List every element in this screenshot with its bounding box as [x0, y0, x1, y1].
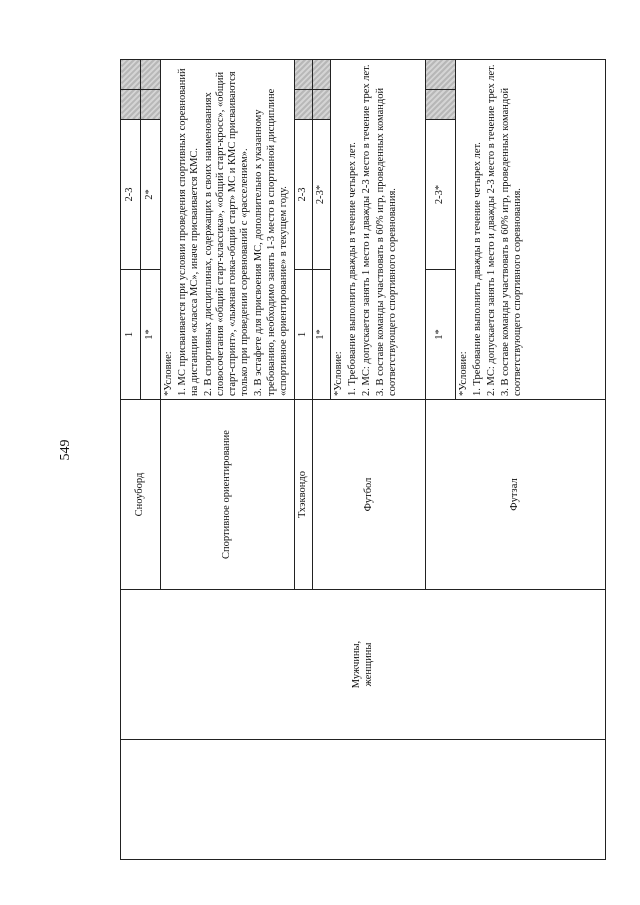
cell-value: 1: [124, 331, 136, 338]
orientation-note: [161, 60, 295, 400]
cell: [121, 270, 141, 400]
cell: [425, 270, 455, 400]
cell-value: 2-3*: [315, 184, 327, 205]
gender-label: Мужчины, женщины: [351, 640, 375, 689]
grey-cell: [141, 90, 161, 120]
grey-cell: [294, 90, 312, 120]
cell: [312, 270, 330, 400]
sport-snowboard: [121, 400, 161, 590]
cell-value: 1*: [144, 329, 156, 340]
grey-cell: [121, 60, 141, 90]
grey-cell: [425, 90, 455, 120]
cell: [141, 120, 161, 270]
note-title: *Условие:: [163, 351, 174, 396]
cell-value: 2-3*: [434, 184, 446, 205]
note-item: 3. В составе команды участвовать в 60% игр, проведенных командой соответствующего спортивного соревнования.: [374, 87, 398, 396]
grey-cell: [312, 60, 330, 90]
page-number: 549: [58, 439, 73, 461]
note-item: 2. МС: допускается занять 1 место и дважды 2-3 место в течение трех лет.: [485, 64, 497, 396]
cell-value: 2*: [144, 189, 156, 200]
football-note: [330, 60, 425, 400]
note-item: 1. Требование выполнить дважды в течение четырех лет.: [471, 142, 483, 396]
sport-football: [312, 400, 425, 590]
sport-name: Тхэквондо: [297, 471, 309, 518]
note-title: *Условие:: [332, 351, 344, 396]
grey-cell: [141, 60, 161, 90]
sport-name: Сноуборд: [134, 472, 146, 517]
sport-futsal: [425, 400, 606, 590]
cell-value: 1*: [315, 329, 327, 340]
sport-orientation: [161, 400, 295, 590]
cell-value: 2-3: [297, 187, 309, 202]
cell: [294, 120, 312, 270]
grey-cell: [121, 90, 141, 120]
note-item: 2. В спортивных дисциплинах, содержащих в своих наименованиях словосочетания «общий старт-классика», «общий старт-кросс», «общий старт-спринт», «лыжная гонка-общий старт» МС и КМС присваиваются только при проведении соревнований с «расселением».: [203, 71, 251, 396]
note-item: 1. МС присваивается при условии проведения спортивных соревнований на дистанции «класса МС», иначе присваивается КМС.: [177, 68, 201, 396]
cell: [312, 120, 330, 270]
note-title: *Условие:: [457, 351, 469, 396]
sport-name: Футбол: [362, 477, 374, 512]
sport-name: Спортивное ориентирование: [221, 430, 233, 559]
requirements-table: [120, 59, 606, 860]
cell-value: 1*: [434, 329, 446, 340]
cell: [141, 270, 161, 400]
cell-value: 2-3: [124, 187, 136, 202]
note-item: 3. В составе команды участвовать в 60% игр, проведенных командой соответствующего спортивного соревнования.: [499, 87, 523, 396]
sport-taekwondo: [294, 400, 312, 590]
table-container: [120, 60, 600, 860]
gender-cell: [121, 590, 606, 740]
futsal-note: [455, 60, 605, 400]
note-item: 3. В эстафете для присвоения МС, дополнительно к указанному требованию, необходимо занять 1-3 место в спортивной дисциплине «спортивное ориентирование» в текущем году.: [253, 88, 289, 396]
grey-cell: [312, 90, 330, 120]
grey-cell: [425, 60, 455, 90]
cell: [425, 120, 455, 270]
grey-cell: [294, 60, 312, 90]
spacer: [605, 60, 606, 400]
note-item: 1. Требование выполнить дважды в течение четырех лет.: [346, 142, 358, 396]
cell-value: 1: [297, 331, 309, 338]
note-item: 2. МС: допускается занять 1 место и дважды 2-3 место в течение трех лет.: [360, 64, 372, 396]
empty-col: [121, 740, 606, 860]
cell: [294, 270, 312, 400]
sport-name: Футзал: [509, 478, 521, 511]
cell: [121, 120, 141, 270]
